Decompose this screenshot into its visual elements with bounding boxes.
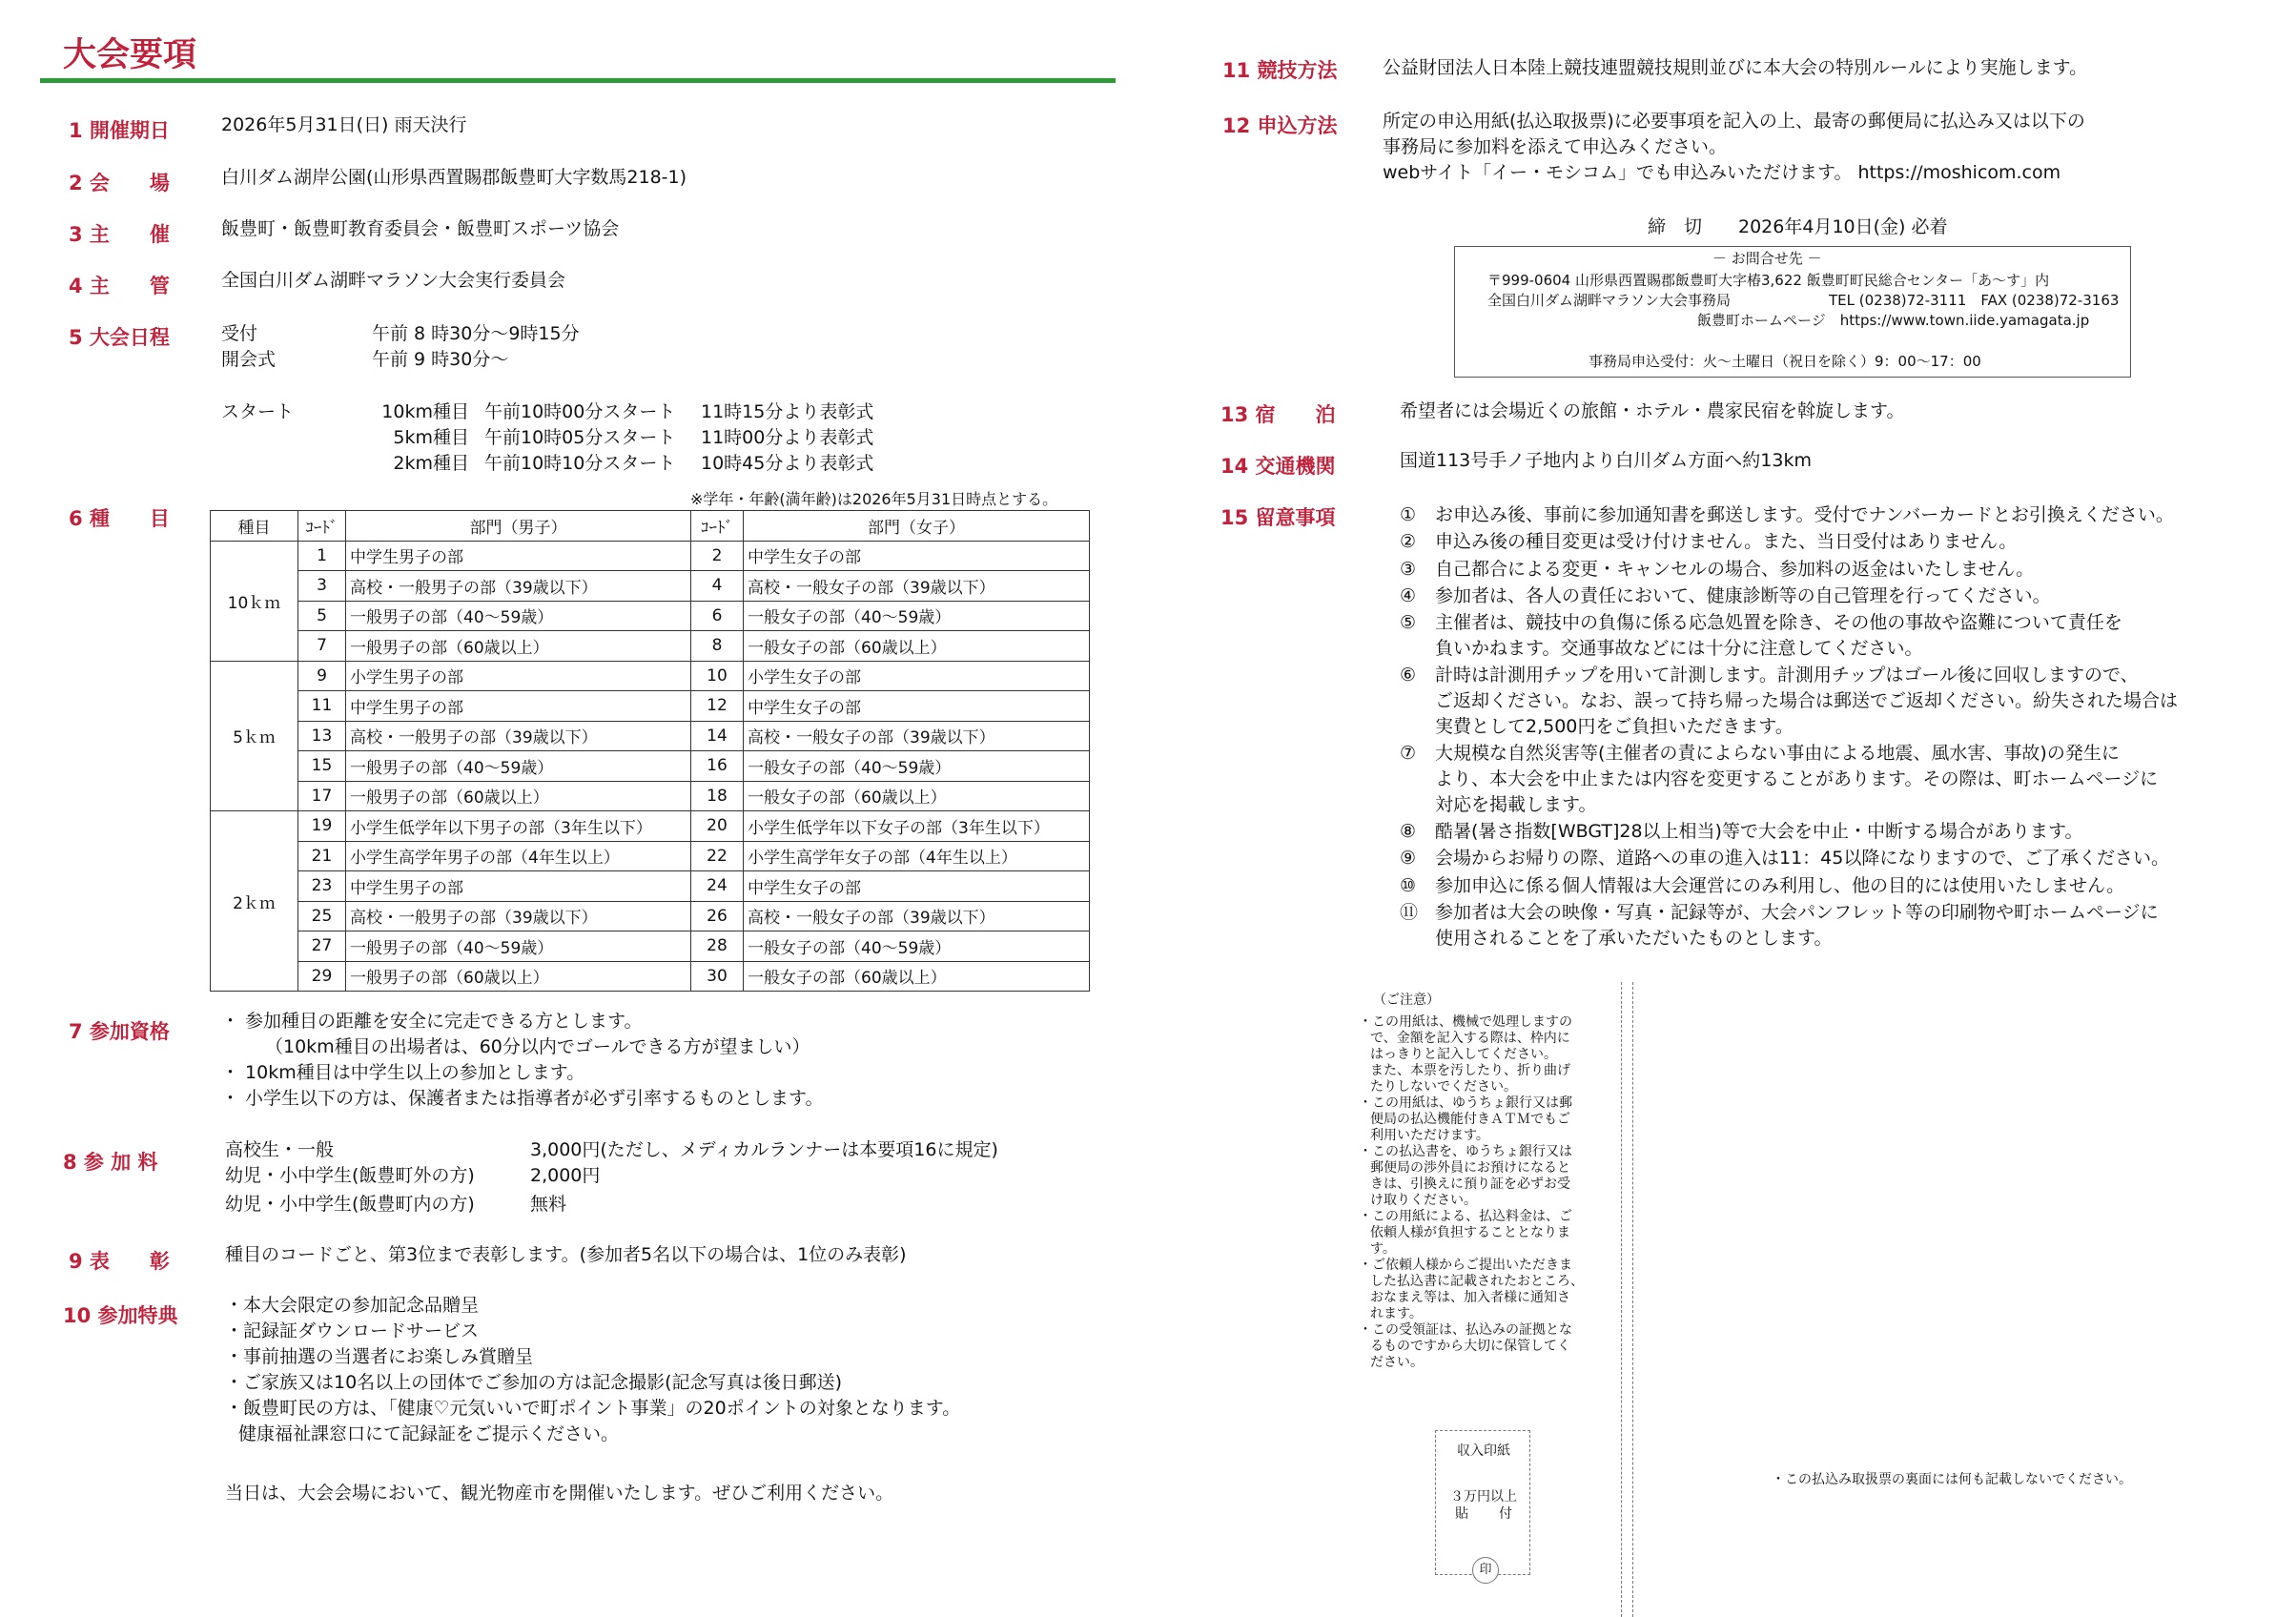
female-category: 中学生女子の部 — [744, 871, 1090, 902]
reception-time: 午前 8 時30分～9時15分 — [372, 323, 580, 344]
female-category: 一般女子の部（60歳以上） — [744, 961, 1090, 992]
male-category: 一般男子の部（40～59歳） — [346, 751, 691, 782]
label-rules: 11 競技方法 — [1222, 59, 1338, 82]
female-category: 中学生女子の部 — [744, 541, 1090, 571]
stamp-affix: 貼 — [1455, 1506, 1468, 1522]
note-text: 対応を掲載します。 — [1435, 793, 1597, 815]
contact-office: 全国白川ダム湖畔マラソン大会事務局 — [1487, 292, 1732, 309]
table-row — [211, 841, 1090, 871]
table-row — [211, 541, 1090, 571]
note-number: ⑩ — [1400, 874, 1417, 896]
slip-note-line: ださい。 — [1370, 1355, 1424, 1370]
fee-amount: 3,000円(ただし、メディカルランナーは本要項16に規定) — [530, 1139, 998, 1160]
code-cell: 29 — [298, 961, 346, 992]
table-row — [211, 691, 1090, 722]
note-number: ③ — [1400, 558, 1417, 580]
slip-note-line: した払込書に記載されたおところ、 — [1370, 1274, 1584, 1289]
header-event: 種目 — [211, 511, 298, 542]
slip-note-line: ・この用紙による、払込料金は、ご — [1359, 1209, 1572, 1224]
organizer: 飯豊町・飯豊町教育委員会・飯豊町スポーツ協会 — [221, 218, 620, 239]
table-row — [211, 781, 1090, 811]
reception-label: 受付 — [221, 323, 258, 344]
award-time: 10時45分より表彰式 — [701, 453, 874, 474]
contact-hours: 事務局申込受付：火～土曜日（祝日を除く）9：00～17：00 — [1589, 353, 1981, 370]
note-number: ② — [1400, 531, 1417, 553]
male-category: 小学生男子の部 — [346, 661, 691, 691]
note-text: 参加申込に係る個人情報は大会運営にのみ利用し、他の目的には使用いたしません。 — [1435, 874, 2125, 896]
female-category: 一般女子の部（40～59歳） — [744, 751, 1090, 782]
perforation-line — [1632, 982, 1633, 1617]
stamp-title: 収入印紙 — [1457, 1443, 1510, 1459]
female-category: 小学生低学年以下女子の部（3年生以下） — [744, 811, 1090, 842]
label-benefits: 10 参加特典 — [63, 1304, 178, 1327]
slip-note-line: ・この用紙は、機械で処理しますの — [1359, 1014, 1572, 1030]
code-cell: 4 — [691, 571, 744, 602]
contact-website: 飯豊町ホームページ https://www.town.iide.yamagata.jp — [1697, 312, 2090, 329]
male-category: 一般男子の部（40～59歳） — [346, 931, 691, 962]
label-fee: 8 参 加 料 — [63, 1151, 158, 1174]
label-venue: 2 会 場 — [69, 172, 170, 194]
code-cell: 21 — [298, 841, 346, 871]
male-category: 高校・一般男子の部（39歳以下） — [346, 901, 691, 931]
code-cell: 23 — [298, 871, 346, 902]
note-number: ④ — [1400, 584, 1417, 606]
label-date: 1 開催期日 — [69, 119, 170, 142]
table-row — [211, 631, 1090, 662]
contact-title: － お問合せ先 － — [1712, 250, 1822, 267]
male-category: 小学生高学年男子の部（4年生以上） — [346, 841, 691, 871]
code-cell: 25 — [298, 901, 346, 931]
slip-caution-heading: （ご注意） — [1373, 993, 1440, 1008]
table-row — [211, 901, 1090, 931]
note-text: 申込み後の種目変更は受け付けません。また、当日受付はありません。 — [1435, 531, 2018, 553]
slip-note-line: 郵便局の渉外員にお預けになると — [1370, 1160, 1570, 1176]
benefit-line: ・本大会限定の参加記念品贈呈 — [225, 1295, 480, 1316]
slip-note-line: け取りください。 — [1370, 1193, 1477, 1208]
deadline: 締 切 2026年4月10日(金) 必着 — [1648, 216, 1948, 237]
note-text: より、本大会を中止または内容を変更することがあります。その際は、町ホームページに — [1435, 768, 2159, 789]
male-category: 高校・一般男子の部（39歳以下） — [346, 721, 691, 751]
fee-category: 高校生・一般 — [225, 1139, 335, 1160]
table-row — [211, 751, 1090, 782]
female-category: 一般女子の部（60歳以上） — [744, 631, 1090, 662]
start-time: 午前10時00分スタート — [484, 401, 676, 422]
rules-text: 公益財団法人日本陸上競技連盟競技規則並びに本大会の特別ルールにより実施します。 — [1383, 57, 2088, 78]
fee-category: 幼児・小中学生(飯豊町内の方) — [225, 1194, 475, 1215]
code-cell: 3 — [298, 571, 346, 602]
revenue-stamp-box — [1435, 1430, 1530, 1575]
code-cell: 5 — [298, 601, 346, 631]
event-date: 2026年5月31日(日) 雨天決行 — [221, 114, 467, 135]
table-row — [211, 811, 1090, 842]
note-number: ⑥ — [1400, 665, 1417, 686]
label-organizer: 3 主 催 — [69, 223, 170, 246]
slip-note-line: れます。 — [1370, 1306, 1423, 1321]
header-code: ｺｰﾄﾞ — [691, 511, 744, 542]
label-application: 12 申込方法 — [1222, 114, 1338, 137]
female-category: 一般女子の部（60歳以上） — [744, 781, 1090, 811]
perforation-line — [1621, 982, 1622, 1617]
benefit-line: ・記録証ダウンロードサービス — [225, 1320, 480, 1341]
distance-cell: 5ｋｍ — [211, 661, 298, 811]
code-cell: 14 — [691, 721, 744, 751]
note-text: 自己都合による変更・キャンセルの場合、参加料の返金はいたしません。 — [1435, 558, 2035, 580]
code-cell: 18 — [691, 781, 744, 811]
label-notes: 15 留意事項 — [1220, 506, 1336, 529]
male-category: 中学生男子の部 — [346, 871, 691, 902]
note-number: ⑦ — [1400, 743, 1417, 765]
opening-label: 開会式 — [221, 349, 277, 370]
slip-note-line: はっきりと記入してください。 — [1370, 1047, 1557, 1062]
female-category: 高校・一般女子の部（39歳以下） — [744, 571, 1090, 602]
award-text: 種目のコードごと、第3位まで表彰します。(参加者5名以下の場合は、1位のみ表彰) — [225, 1244, 907, 1265]
table-row — [211, 661, 1090, 691]
code-cell: 2 — [691, 541, 744, 571]
benefit-line: 健康福祉課窓口にて記録証をご提示ください。 — [238, 1423, 620, 1444]
title-underline — [40, 78, 1116, 83]
age-note: ※学年・年齢(満年齢)は2026年5月31日時点とする。 — [690, 490, 1058, 508]
lodging-text: 希望者には会場近くの旅館・ホテル・農家民宿を斡旋します。 — [1400, 400, 1905, 421]
female-category: 一般女子の部（40～59歳） — [744, 601, 1090, 631]
distance-cell: 10ｋｍ — [211, 541, 298, 661]
code-cell: 8 — [691, 631, 744, 662]
note-text: 参加者は大会の映像・写真・記録等が、大会パンフレット等の印刷物や町ホームページに — [1435, 902, 2159, 923]
code-cell: 6 — [691, 601, 744, 631]
note-text: 主催者は、競技中の負傷に係る応急処置を除き、その他の事故や盗難について責任を — [1435, 612, 2122, 634]
table-row — [211, 571, 1090, 602]
seal-mark: 印 — [1472, 1557, 1499, 1584]
page-title: 大会要項 — [63, 36, 197, 74]
label-events: 6 種 目 — [69, 507, 170, 530]
note-number: ① — [1400, 504, 1417, 525]
male-category: 中学生男子の部 — [346, 541, 691, 571]
label-schedule: 5 大会日程 — [69, 326, 170, 349]
contact-phone: TEL (0238)72-3111 FAX (0238)72-3163 — [1829, 292, 2120, 309]
note-number: ⑧ — [1400, 821, 1417, 843]
eligibility-line: ・ 10km種目は中学生以上の参加とします。 — [221, 1062, 585, 1083]
note-text: ご返却ください。なお、誤って持ち帰った場合は郵送でご返却ください。紛失された場合は — [1435, 690, 2179, 712]
slip-note-line: 依頼人様が負担することとなりま — [1370, 1225, 1570, 1240]
note-text: 使用されることを了承いただいたものとします。 — [1435, 927, 1833, 949]
events-table — [210, 510, 1090, 992]
header-male: 部門（男子） — [346, 511, 691, 542]
venue: 白川ダム湖岸公園(山形県西置賜郡飯豊町大字数馬218-1) — [221, 167, 687, 188]
slip-note-line: ・この用紙は、ゆうちょ銀行又は郵 — [1359, 1095, 1572, 1111]
code-cell: 13 — [298, 721, 346, 751]
start-event: 5km種目 — [393, 427, 469, 448]
stamp-amount: ３万円以上 — [1450, 1489, 1517, 1504]
benefit-line: ・ご家族又は10名以上の団体でご参加の方は記念撮影(記念写真は後日郵送) — [225, 1372, 843, 1393]
code-cell: 10 — [691, 661, 744, 691]
table-row — [211, 871, 1090, 902]
note-number: ⑪ — [1400, 902, 1419, 923]
slip-note-line: ・ご依頼人様からご提出いただきま — [1359, 1258, 1572, 1273]
fee-amount: 2,000円 — [530, 1165, 601, 1186]
code-cell: 22 — [691, 841, 744, 871]
label-access: 14 交通機関 — [1220, 455, 1336, 478]
male-category: 一般男子の部（60歳以上） — [346, 781, 691, 811]
code-cell: 9 — [298, 661, 346, 691]
code-cell: 15 — [298, 751, 346, 782]
back-note: ・この払込み取扱票の裏面には何も記載しないでください。 — [1772, 1472, 2132, 1487]
female-category: 中学生女子の部 — [744, 691, 1090, 722]
note-text: 実費として2,500円をご負担いただきます。 — [1435, 715, 1794, 737]
start-time: 午前10時05分スタート — [484, 427, 676, 448]
start-event: 2km種目 — [393, 453, 469, 474]
slip-note-line: たりしないでください。 — [1370, 1079, 1517, 1095]
eligibility-line: ・ 小学生以下の方は、保護者または指導者が必ず引率するものとします。 — [221, 1088, 824, 1109]
note-text: 会場からお帰りの際、道路への車の進入は11：45以降になりますので、ご了承ください。 — [1435, 848, 2169, 870]
application-line: 事務局に参加料を添えて申込みください。 — [1383, 136, 1728, 157]
stamp-affix: 付 — [1499, 1506, 1512, 1522]
note-text: 大規模な自然災害等(主催者の責によらない事由による地震、風水害、事故)の発生に — [1435, 743, 2120, 765]
slip-note-line: ・この払込書を、ゆうちょ銀行又は — [1359, 1144, 1572, 1159]
note-text: お申込み後、事前に参加通知書を郵送します。受付でナンバーカードとお引換えください。 — [1435, 504, 2174, 525]
male-category: 一般男子の部（40～59歳） — [346, 601, 691, 631]
slip-note-line: また、本票を汚したり、折り曲げ — [1370, 1063, 1570, 1078]
male-category: 一般男子の部（60歳以上） — [346, 961, 691, 992]
header-code: ｺｰﾄﾞ — [298, 511, 346, 542]
access-text: 国道113号手ノ子地内より白川ダム方面へ約13km — [1400, 450, 1812, 471]
female-category: 高校・一般女子の部（39歳以下） — [744, 901, 1090, 931]
management: 全国白川ダム湖畔マラソン大会実行委員会 — [221, 270, 566, 291]
code-cell: 1 — [298, 541, 346, 571]
code-cell: 30 — [691, 961, 744, 992]
table-row — [211, 931, 1090, 962]
female-category: 小学生女子の部 — [744, 661, 1090, 691]
slip-note-line: きは、引換えに預り証を必ずお受 — [1370, 1177, 1570, 1192]
code-cell: 28 — [691, 931, 744, 962]
eligibility-line: （10km種目の出場者は、60分以内でゴールできる方が望ましい） — [265, 1036, 810, 1057]
table-row — [211, 601, 1090, 631]
application-line: 所定の申込用紙(払込取扱票)に必要事項を記入の上、最寄の郵便局に払込み又は以下の — [1383, 111, 2085, 132]
table-row — [211, 961, 1090, 992]
female-category: 高校・一般女子の部（39歳以下） — [744, 721, 1090, 751]
contact-address: 〒999-0604 山形県西置賜郡飯豊町大字椿3,622 飯豊町町民総合センター「あ～す」内 — [1487, 272, 2050, 289]
label-lodging: 13 宿 泊 — [1220, 403, 1336, 426]
slip-note-line: す。 — [1370, 1241, 1396, 1257]
benefit-line: ・事前抽選の当選者にお楽しみ賞贈呈 — [225, 1346, 534, 1367]
table-row — [211, 721, 1090, 751]
slip-note-line: で、金額を記入する際は、枠内に — [1370, 1031, 1570, 1046]
female-category: 一般女子の部（40～59歳） — [744, 931, 1090, 962]
label-management: 4 主 管 — [69, 275, 170, 297]
code-cell: 7 — [298, 631, 346, 662]
distance-cell: 2ｋｍ — [211, 811, 298, 992]
note-number: ⑤ — [1400, 612, 1417, 634]
opening-time: 午前 9 時30分～ — [372, 349, 509, 370]
label-eligibility: 7 参加資格 — [69, 1020, 170, 1043]
start-time: 午前10時10分スタート — [484, 453, 676, 474]
male-category: 高校・一般男子の部（39歳以下） — [346, 571, 691, 602]
code-cell: 24 — [691, 871, 744, 902]
table-header-row — [211, 511, 1090, 542]
note-text: 計時は計測用チップを用いて計測します。計測用チップはゴール後に回収しますので、 — [1435, 665, 2139, 686]
note-number: ⑨ — [1400, 848, 1417, 870]
application-line: webサイト「イー・モシコム」でも申込みいただけます。 https://moshicom.com — [1383, 162, 2061, 183]
label-award: 9 表 彰 — [69, 1250, 170, 1273]
code-cell: 16 — [691, 751, 744, 782]
note-text: 酷暑(暑さ指数[WBGT]28以上相当)等で大会を中止・中断する場合があります。 — [1435, 821, 2083, 843]
market-note: 当日は、大会会場において、観光物産市を開催いたします。ぜひご利用ください。 — [225, 1483, 894, 1504]
start-label: スタート — [221, 401, 295, 422]
start-event: 10km種目 — [381, 401, 469, 422]
note-text: 負いかねます。交通事故などには十分に注意してください。 — [1435, 638, 1923, 659]
fee-amount: 無料 — [530, 1194, 567, 1215]
award-time: 11時15分より表彰式 — [701, 401, 874, 422]
slip-note-line: 利用いただけます。 — [1370, 1128, 1489, 1143]
code-cell: 26 — [691, 901, 744, 931]
female-category: 小学生高学年女子の部（4年生以上） — [744, 841, 1090, 871]
benefit-line: ・飯豊町民の方は、「健康♡元気いいで町ポイント事業」の20ポイントの対象となります。 — [225, 1398, 961, 1419]
male-category: 小学生低学年以下男子の部（3年生以下） — [346, 811, 691, 842]
award-time: 11時00分より表彰式 — [701, 427, 874, 448]
slip-note-line: おなまえ等は、加入者様に通知さ — [1370, 1290, 1570, 1305]
code-cell: 27 — [298, 931, 346, 962]
slip-notes — [1359, 1014, 1616, 1371]
contact-box — [1454, 246, 2131, 378]
slip-note-line: るものですから大切に保管してく — [1370, 1339, 1570, 1354]
code-cell: 20 — [691, 811, 744, 842]
code-cell: 17 — [298, 781, 346, 811]
code-cell: 11 — [298, 691, 346, 722]
slip-note-line: ・この受領証は、払込みの証拠とな — [1359, 1322, 1572, 1338]
header-female: 部門（女子） — [744, 511, 1090, 542]
code-cell: 12 — [691, 691, 744, 722]
male-category: 一般男子の部（60歳以上） — [346, 631, 691, 662]
male-category: 中学生男子の部 — [346, 691, 691, 722]
slip-note-line: 便局の払込機能付きＡＴＭでもご — [1370, 1112, 1570, 1127]
eligibility-line: ・ 参加種目の距離を安全に完走できる方とします。 — [221, 1011, 643, 1032]
code-cell: 19 — [298, 811, 346, 842]
fee-category: 幼児・小中学生(飯豊町外の方) — [225, 1165, 475, 1186]
note-text: 参加者は、各人の責任において、健康診断等の自己管理を行ってください。 — [1435, 584, 2051, 606]
